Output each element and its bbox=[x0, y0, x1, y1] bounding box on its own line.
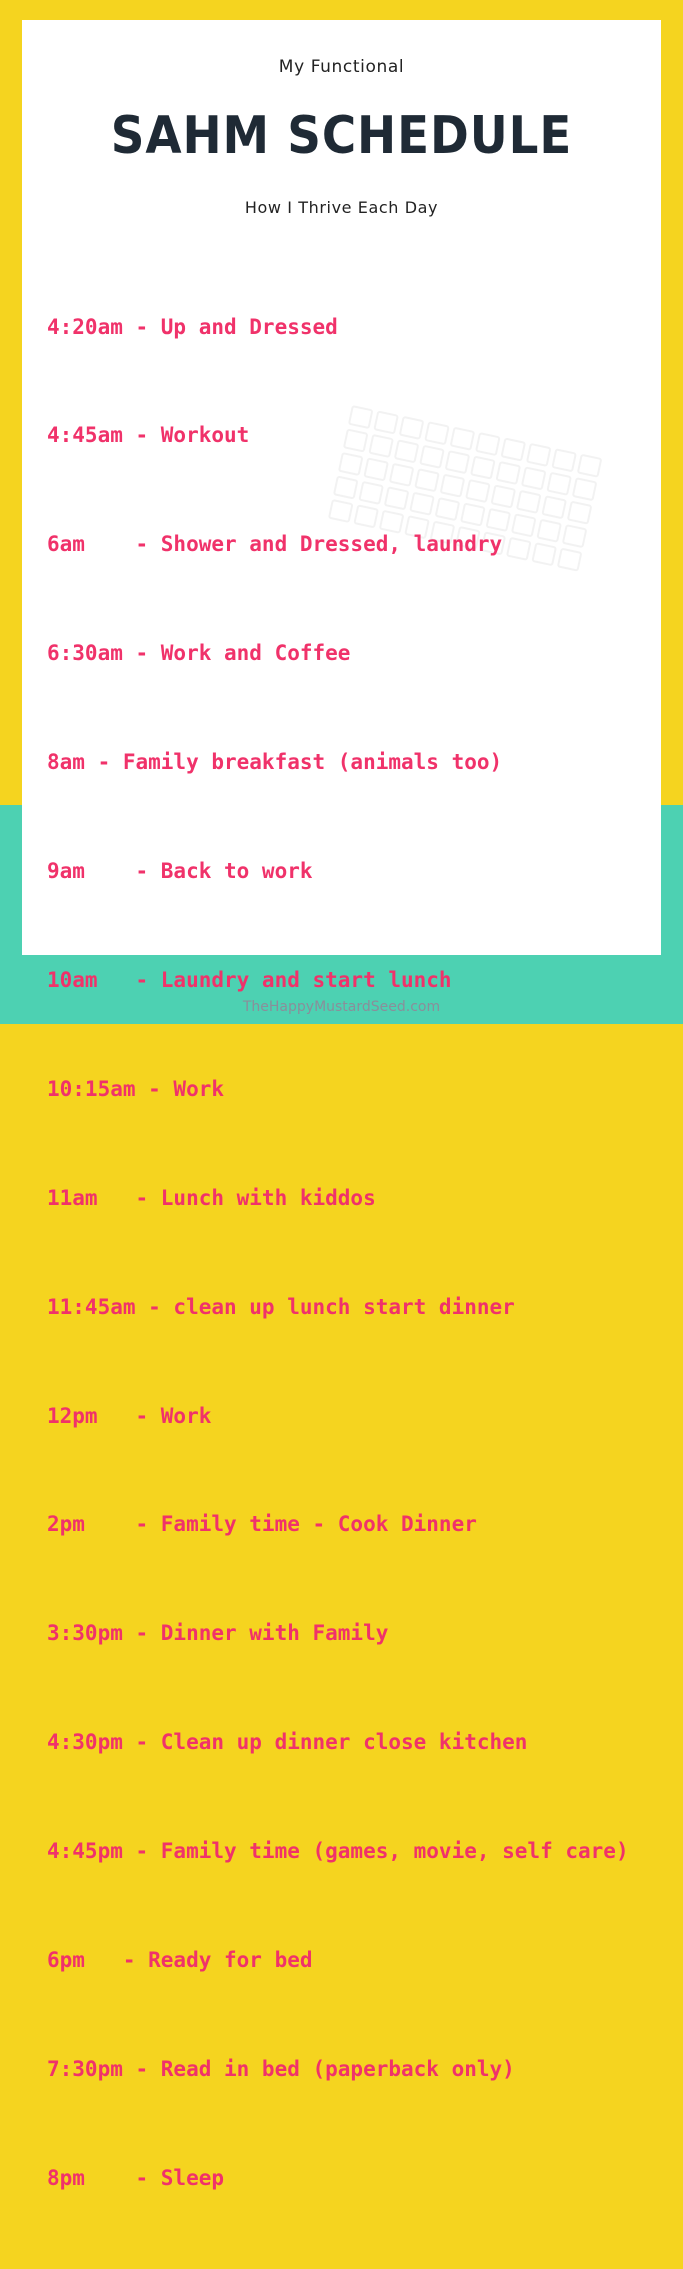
schedule-item: 8am - Family breakfast (animals too) bbox=[47, 750, 503, 775]
schedule-item: 4:45am - Workout bbox=[47, 423, 250, 448]
schedule-item: 4:30pm - Clean up dinner close kitchen bbox=[47, 1730, 528, 1755]
schedule-item: 9am - Back to work bbox=[47, 859, 313, 884]
subtitle: How I Thrive Each Day bbox=[244, 198, 439, 217]
footer-site-link[interactable]: TheHappyMustardSeed.com bbox=[242, 999, 441, 1015]
pretitle: My Functional bbox=[278, 57, 405, 77]
schedule-item: 7:30pm - Read in bed (paperback only) bbox=[47, 2056, 515, 2081]
schedule-item: 4:20am - Up and Dressed bbox=[47, 314, 338, 339]
schedule-item: 11:45am - clean up lunch start dinner bbox=[47, 1294, 515, 1319]
schedule-item: 6pm - Ready for bed bbox=[47, 1947, 313, 1972]
schedule-item: 10am - Laundry and start lunch bbox=[47, 967, 452, 992]
page-title: SAHM SCHEDULE bbox=[110, 106, 573, 166]
schedule-item: 8pm - Sleep bbox=[47, 2165, 225, 2190]
schedule-item: 10:15am - Work bbox=[47, 1076, 225, 1101]
schedule-item: 6:30am - Work and Coffee bbox=[47, 641, 351, 666]
schedule-item: 6am - Shower and Dressed, laundry bbox=[47, 532, 503, 557]
schedule-item: 11am - Lunch with kiddos bbox=[47, 1185, 376, 1210]
schedule-item: 2pm - Family time - Cook Dinner bbox=[47, 1512, 477, 1537]
schedule-item: 4:45pm - Family time (games, movie, self care) bbox=[47, 1839, 629, 1864]
schedule-item: 3:30pm - Dinner with Family bbox=[47, 1621, 389, 1646]
schedule-list bbox=[47, 236, 647, 2269]
schedule-item: 12pm - Work bbox=[47, 1403, 212, 1428]
